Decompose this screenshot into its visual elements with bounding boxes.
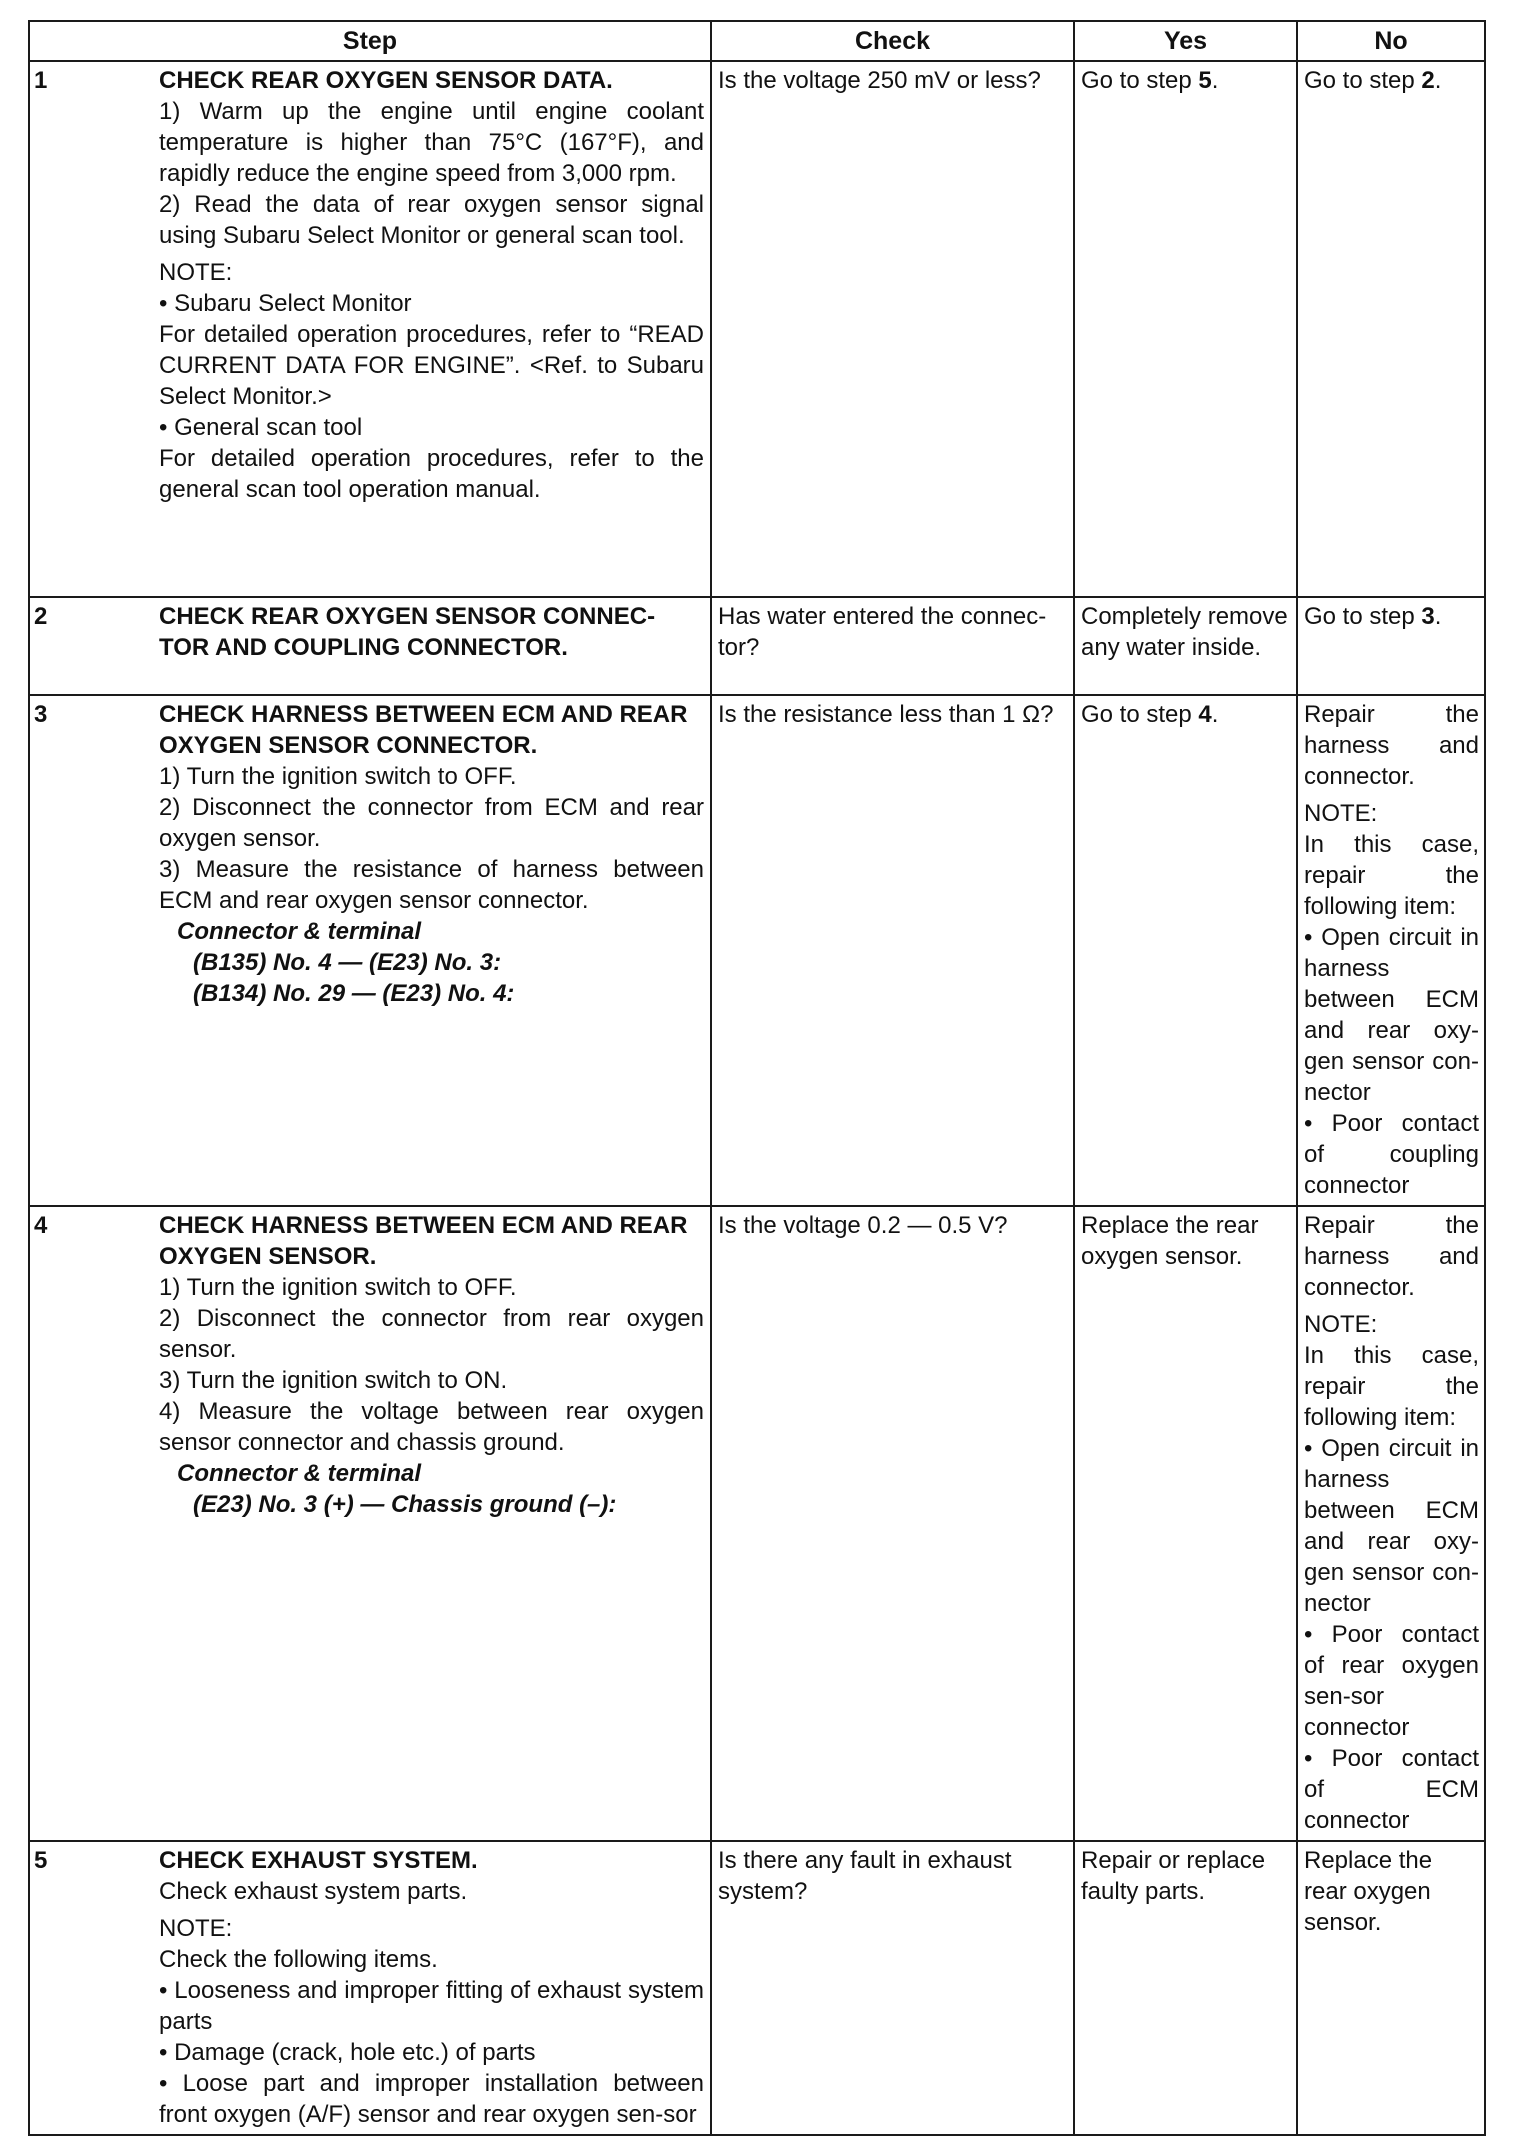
check-question: Is there any fault in exhaust system? bbox=[711, 1841, 1074, 2135]
note-text: For detailed operation procedures, refer to the general scan tool operation manual. bbox=[159, 445, 704, 503]
step-description bbox=[155, 597, 711, 695]
procedure-line: 3) Turn the ignition switch to ON. bbox=[159, 1367, 508, 1394]
no-action bbox=[1297, 1206, 1485, 1841]
check-question: Has water entered the connec-tor? bbox=[711, 597, 1074, 695]
no-bullet: • Poor contact of rear oxygen sen-sor connector bbox=[1304, 1621, 1479, 1741]
procedure-line: 1) Warm up the engine until engine coolant temperature is higher than 75°C (167°F), and rapidly reduce the engine speed from 3,000 rpm. bbox=[159, 98, 704, 187]
no-action bbox=[1297, 61, 1485, 597]
step-row-1 bbox=[29, 61, 1485, 597]
no-action: Replace the rear oxygen sensor. bbox=[1297, 1841, 1485, 2135]
no-text: Go to step bbox=[1304, 603, 1422, 630]
check-question: Is the voltage 250 mV or less? bbox=[711, 61, 1074, 597]
note-bullet: • General scan tool bbox=[159, 414, 363, 441]
note-bullet: • Loose part and improper installation between front oxygen (A/F) sensor and rear oxygen sen-sor bbox=[159, 2070, 704, 2128]
connector-label: Connector & terminal bbox=[177, 1460, 422, 1487]
no-action bbox=[1297, 597, 1485, 695]
no-action bbox=[1297, 695, 1485, 1206]
step-number: 4 bbox=[29, 1206, 155, 1841]
header-row bbox=[29, 21, 1485, 61]
yes-action: Repair or replace faulty parts. bbox=[1074, 1841, 1297, 2135]
step-number: 2 bbox=[29, 597, 155, 695]
no-bullet: • Poor contact of ECM connector bbox=[1304, 1745, 1479, 1834]
header-no: No bbox=[1297, 21, 1485, 61]
no-step-ref: 3 bbox=[1421, 603, 1435, 630]
step-title: CHECK REAR OXYGEN SENSOR DATA. bbox=[159, 67, 613, 94]
header-yes: Yes bbox=[1074, 21, 1297, 61]
note-label: NOTE: bbox=[159, 259, 233, 286]
step-title: CHECK HARNESS BETWEEN ECM AND REAR OXYGEN SENSOR CONNECTOR. bbox=[159, 701, 688, 759]
yes-action bbox=[1074, 695, 1297, 1206]
yes-action bbox=[1074, 61, 1297, 597]
no-bullet: • Open circuit in harness between ECM and rear oxy-gen sensor con-nector bbox=[1304, 924, 1479, 1106]
step-description bbox=[155, 61, 711, 597]
check-question: Is the voltage 0.2 — 0.5 V? bbox=[711, 1206, 1074, 1841]
procedure-line: 2) Disconnect the connector from rear oxygen sensor. bbox=[159, 1305, 704, 1363]
yes-text: Go to step bbox=[1081, 67, 1199, 94]
yes-text-end: . bbox=[1211, 67, 1219, 94]
no-line: In this case, repair the following item: bbox=[1304, 831, 1479, 920]
step-number: 3 bbox=[29, 695, 155, 1206]
no-line: In this case, repair the following item: bbox=[1304, 1342, 1479, 1431]
procedure-line: 2) Disconnect the connector from ECM and rear oxygen sensor. bbox=[159, 794, 704, 852]
step-description bbox=[155, 1206, 711, 1841]
yes-text: Go to step bbox=[1081, 701, 1199, 728]
yes-step-ref: 5 bbox=[1198, 67, 1212, 94]
no-text: Go to step bbox=[1304, 67, 1422, 94]
step-description bbox=[155, 695, 711, 1206]
no-line: Repair the harness and connector. bbox=[1304, 1212, 1479, 1301]
step-row-5 bbox=[29, 1841, 1485, 2135]
check-question: Is the resistance less than 1 Ω? bbox=[711, 695, 1074, 1206]
note-label: NOTE: bbox=[159, 1915, 233, 1942]
connector-label: Connector & terminal bbox=[177, 918, 422, 945]
no-step-ref: 2 bbox=[1421, 67, 1435, 94]
diagnostic-table bbox=[28, 20, 1486, 2136]
step-number: 1 bbox=[29, 61, 155, 597]
step-title: CHECK EXHAUST SYSTEM. bbox=[159, 1847, 478, 1874]
step-row-3 bbox=[29, 695, 1485, 1206]
connector-terminal: (E23) No. 3 (+) — Chassis ground (–): bbox=[193, 1491, 617, 1518]
no-text-end: . bbox=[1434, 67, 1442, 94]
header-step: Step bbox=[29, 21, 711, 61]
procedure-line: Check exhaust system parts. bbox=[159, 1878, 468, 1905]
note-text: Check the following items. bbox=[159, 1946, 438, 1973]
no-note-label: NOTE: bbox=[1304, 1311, 1378, 1338]
step-number: 5 bbox=[29, 1841, 155, 2135]
yes-action: Completely remove any water inside. bbox=[1074, 597, 1297, 695]
yes-text-end: . bbox=[1211, 701, 1219, 728]
note-bullet: • Subaru Select Monitor bbox=[159, 290, 412, 317]
procedure-line: 1) Turn the ignition switch to OFF. bbox=[159, 1274, 517, 1301]
connector-terminal: (B135) No. 4 — (E23) No. 3: bbox=[193, 949, 502, 976]
no-bullet: • Poor contact of coupling connector bbox=[1304, 1110, 1479, 1199]
no-bullet: • Open circuit in harness between ECM and rear oxy-gen sensor con-nector bbox=[1304, 1435, 1479, 1617]
step-title: CHECK REAR OXYGEN SENSOR CONNEC-TOR AND COUPLING CONNECTOR. bbox=[159, 603, 656, 661]
step-row-2 bbox=[29, 597, 1485, 695]
yes-action: Replace the rear oxygen sensor. bbox=[1074, 1206, 1297, 1841]
procedure-line: 3) Measure the resistance of harness between ECM and rear oxygen sensor connector. bbox=[159, 856, 704, 914]
connector-terminal: (B134) No. 29 — (E23) No. 4: bbox=[193, 980, 515, 1007]
no-text-end: . bbox=[1434, 603, 1442, 630]
no-line: Repair the harness and connector. bbox=[1304, 701, 1479, 790]
no-note-label: NOTE: bbox=[1304, 800, 1378, 827]
procedure-line: 1) Turn the ignition switch to OFF. bbox=[159, 763, 517, 790]
note-text: For detailed operation procedures, refer to “READ CURRENT DATA FOR ENGINE”. <Ref. to Subaru Select Monitor.> bbox=[159, 321, 704, 410]
procedure-line: 4) Measure the voltage between rear oxygen sensor connector and chassis ground. bbox=[159, 1398, 704, 1456]
header-check: Check bbox=[711, 21, 1074, 61]
step-description bbox=[155, 1841, 711, 2135]
step-title: CHECK HARNESS BETWEEN ECM AND REAR OXYGEN SENSOR. bbox=[159, 1212, 688, 1270]
yes-step-ref: 4 bbox=[1198, 701, 1212, 728]
procedure-line: 2) Read the data of rear oxygen sensor signal using Subaru Select Monitor or general scan tool. bbox=[159, 191, 704, 249]
step-row-4 bbox=[29, 1206, 1485, 1841]
note-bullet: • Looseness and improper fitting of exhaust system parts bbox=[159, 1977, 704, 2035]
note-bullet: • Damage (crack, hole etc.) of parts bbox=[159, 2039, 536, 2066]
